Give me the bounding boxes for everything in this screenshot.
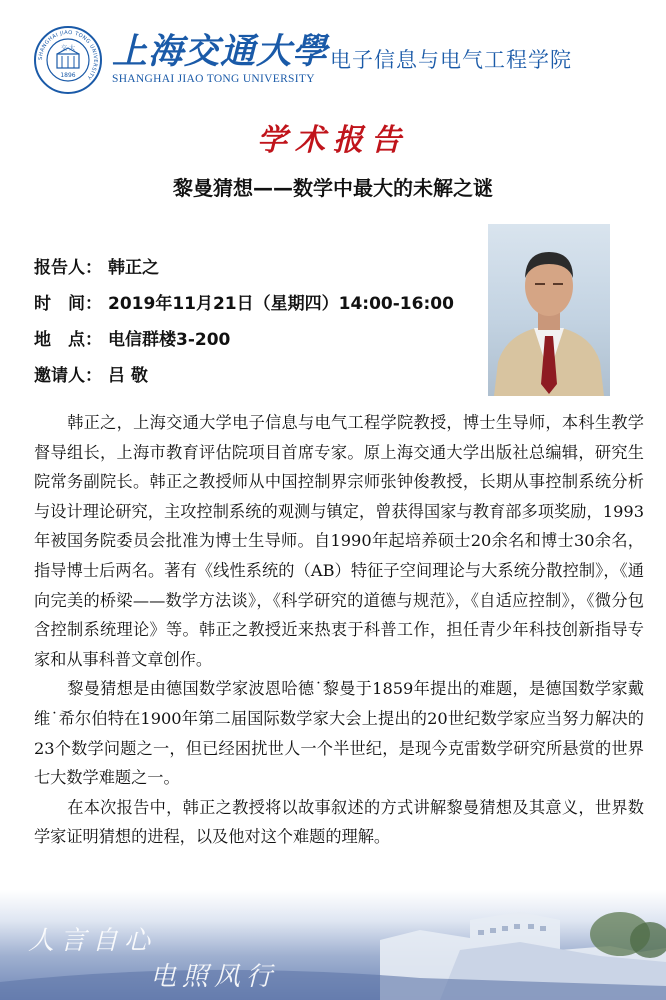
campus-footer-banner: [0, 890, 666, 1000]
summary-paragraph: 在本次报告中，韩正之教授将以故事叙述的方式讲解黎曼猜想及其意义，世界数学家证明猜想的进程，以及他对这个难题的理解。: [34, 797, 644, 847]
svg-text:交 大: 交 大: [61, 45, 75, 52]
info-label: 邀请人：: [34, 366, 102, 386]
speaker-portrait-icon: [488, 224, 610, 396]
info-label: 时 间：: [34, 294, 102, 314]
school-name: 电子信息与电气工程学院: [330, 48, 572, 72]
info-value: 电信群楼3-200: [108, 330, 231, 350]
info-value: 2019年11月21日（星期四）14:00-16:00: [108, 294, 454, 314]
body-text: [34, 408, 644, 852]
info-row-time: [34, 289, 454, 314]
info-row-location: [34, 325, 230, 350]
speaker-photo: [488, 224, 610, 396]
report-heading: 学术报告: [257, 123, 409, 158]
poster-header: [0, 0, 666, 100]
svg-text:1896: 1896: [60, 72, 76, 79]
university-name-en: SHANGHAI JIAO TONG UNIVERSITY: [112, 73, 315, 85]
info-label: 报告人：: [34, 258, 102, 278]
university-name-cn: 上海交通大學: [112, 31, 329, 72]
talk-title: 黎曼猜想——数学中最大的未解之谜: [173, 176, 493, 200]
info-value: 韩正之: [108, 258, 159, 278]
university-seal-logo: [34, 26, 102, 94]
topic-paragraph: 黎曼猜想是由德国数学家波恩哈德˙黎曼于1859年提出的难题，是德国数学家戴维˙希尔伯特在1900年第二届国际数学家大会上提出的20世纪数学家应当努力解决的23个数学问题之一，但已经困扰世人一个半世纪，是现今克雷数学研究所悬赏的世界七大数学难题之一。: [34, 679, 644, 788]
info-row-inviter: [34, 361, 148, 386]
bio-paragraph: 韩正之，上海交通大学电子信息与电气工程学院教授，博士生导师，本科生教学督导组长，上海市教育评估院项目首席专家。原上海交通大学出版社总编辑，研究生院常务副院长。韩正之教授师从中国控制界宗师张钟俊教授，长期从事控制系统分析与设计理论研究，主攻控制系统的观测与镇定，曾获得国家与教育部多项奖励，1993年被国务院委员会批准为博士生导师。自1990年起培养硕士20余名和博士30余名，指导博士后两名。著有《线性系统的（AB）特征子空间理论与大系统分散控制》，《通向完美的桥梁——数学方法谈》，《科学研究的道德与规范》，《自适应控制》，《微分包含控制系统理论》等。韩正之教授近来热衷于科普工作，担任青少年科技创新指导专家和从事科普文章创作。: [34, 413, 644, 669]
info-label: 地 点：: [34, 330, 102, 350]
info-value: 吕 敬: [108, 366, 148, 386]
info-row-speaker: [34, 253, 159, 278]
footer-motto-line1: 人言自心: [28, 926, 157, 956]
footer-motto-line2: 电照风行: [150, 962, 279, 992]
svg-text:SHANGHAI JIAO TONG UNIVERSITY: SHANGHAI JIAO TONG UNIVERSITY: [37, 29, 99, 81]
